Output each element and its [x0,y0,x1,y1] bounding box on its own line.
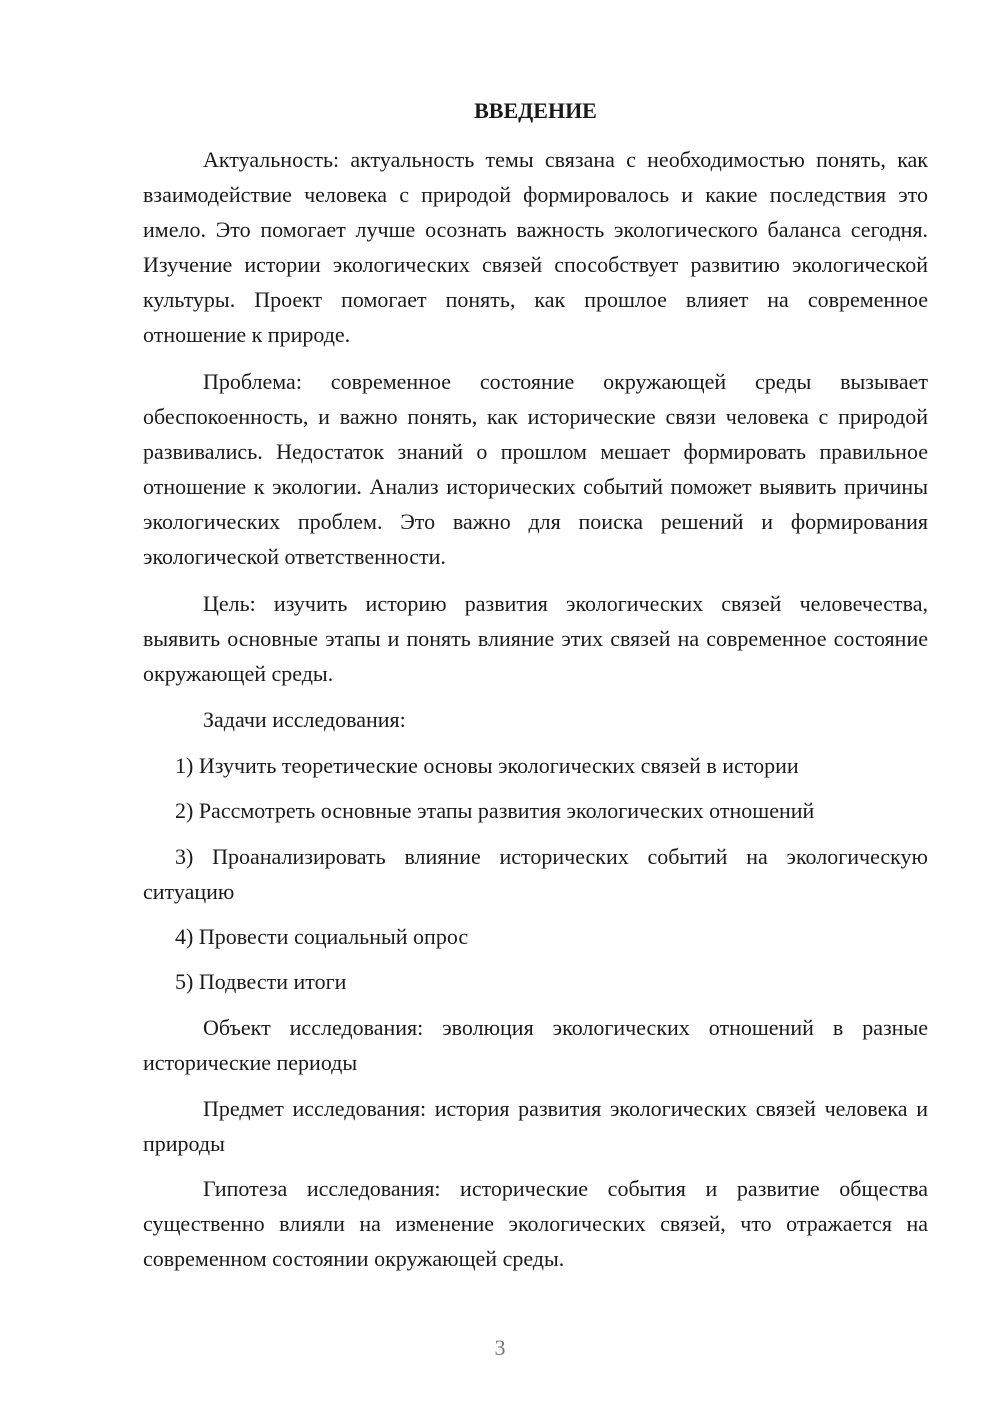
relevance-paragraph: Актуальность: актуальность темы связана с необходимостью понять, как взаимодействие человека с природой формировалось и какие последствия это имело. Это помогает лучше осознать важность экологического баланса сегодня. Изучение истории экологических связей способствует развитию экологической культуры. Проект помогает понять, как прошлое влияет на современное отношение к природе. [143,147,928,347]
object-paragraph: Объект исследования: эволюция экологических отношений в разные исторические периоды [143,1015,928,1075]
task-item: 5) Подвести итоги [175,969,347,994]
task-item: 4) Провести социальный опрос [175,924,469,949]
task-item: 3) Проанализировать влияние исторических событий на экологическую ситуацию [143,844,928,904]
page-number: 3 [494,1335,506,1360]
section-title: ВВЕДЕНИЕ [474,98,597,123]
problem-paragraph: Проблема: современное состояние окружающей среды вызывает обеспокоенность, и важно понять, как исторические связи человека с природой развивались. Недостаток знаний о прошлом мешает формировать правильное отношение к экологии. Анализ исторических событий поможет выявить причины экологических проблем. Это важно для поиска решений и формирования экологической ответственности. [143,369,928,569]
hypothesis-paragraph: Гипотеза исследования: исторические события и развитие общества существенно влияли на изменение экологических связей, что отражается на современном состоянии окружающей среды. [143,1176,928,1271]
subject-paragraph: Предмет исследования: история развития экологических связей человека и природы [143,1096,928,1156]
task-item: 1) Изучить теоретические основы экологических связей в истории [175,753,799,778]
tasks-heading: Задачи исследования: [203,707,406,732]
task-item: 2) Рассмотреть основные этапы развития экологических отношений [175,798,815,823]
goal-paragraph: Цель: изучить историю развития экологических связей человечества, выявить основные этапы и понять влияние этих связей на современное состояние окружающей среды. [143,591,928,686]
